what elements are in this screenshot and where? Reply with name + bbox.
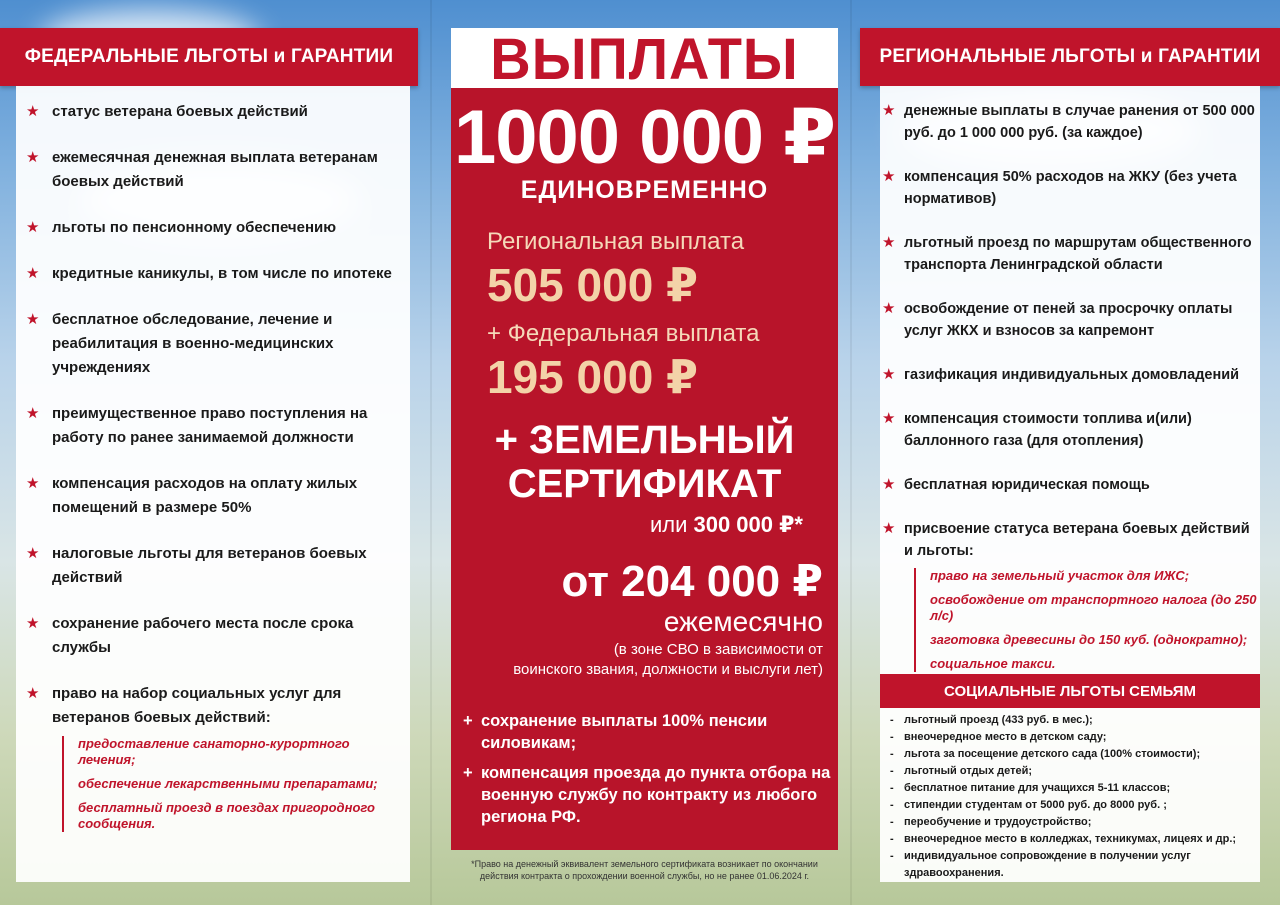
- benefit-text: бесплатная юридическая помощь: [904, 477, 1150, 493]
- star-icon: ★: [26, 265, 40, 282]
- benefit-text: компенсация 50% расходов на ЖКУ (без учета нормативов): [904, 169, 1237, 207]
- regional-benefits-list: [880, 86, 1260, 672]
- benefit-item: [880, 166, 1260, 210]
- monthly-amount: от 204 000 ₽: [561, 557, 823, 606]
- benefit-item: [880, 232, 1260, 276]
- federal-benefits-column: [0, 28, 418, 886]
- star-icon: ★: [26, 685, 40, 702]
- land-certificate: [451, 418, 838, 506]
- sub-item: заготовка древесины до 150 куб. (однократно);: [930, 632, 1248, 647]
- benefit-item: [16, 100, 410, 124]
- benefit-text: компенсация стоимости топлива и(или) баллонного газа (для отопления): [904, 411, 1192, 449]
- monthly-note-line-2: воинского звания, должности и выслуги лет): [513, 661, 823, 678]
- family-benefit-item: - переобучение и трудоустройство;: [890, 814, 1260, 831]
- benefit-item: [16, 308, 410, 380]
- sub-item: социальное такси.: [930, 656, 1056, 671]
- benefit-text: льготы по пенсионному обеспечению: [52, 219, 337, 236]
- star-icon: ★: [882, 410, 896, 427]
- sub-item: право на земельный участок для ИЖС;: [930, 568, 1190, 583]
- monthly-label: ежемесячно: [663, 606, 823, 637]
- monthly-note-line-1: (в зоне СВО в зависимости от: [613, 641, 823, 658]
- lump-sum-label: ЕДИНОВРЕМЕННО: [520, 176, 769, 204]
- land-alt-value: 300 000 ₽*: [693, 512, 803, 537]
- benefit-text: бесплатное обследование, лечение и реабилитация в военно-медицинских учреждениях: [52, 311, 334, 376]
- star-icon: ★: [26, 103, 40, 120]
- family-benefit-item: - льготный проезд (433 руб. в мес.);: [890, 712, 1260, 729]
- benefit-item: [880, 408, 1260, 452]
- star-icon: ★: [26, 219, 40, 236]
- benefit-item: [880, 474, 1260, 496]
- family-benefits-title: СОЦИАЛЬНЫЕ ЛЬГОТЫ СЕМЬЯМ: [880, 674, 1260, 708]
- federal-benefits-title: ФЕДЕРАЛЬНЫЕ ЛЬГОТЫ и ГАРАНТИИ: [0, 28, 418, 86]
- federal-payment-label: + Федеральная выплата: [487, 320, 760, 347]
- benefit-text: ежемесячная денежная выплата ветеранам боевых действий: [52, 149, 378, 190]
- veteran-status-sublist: [914, 568, 1260, 672]
- regional-benefits-column: [860, 28, 1280, 886]
- benefit-item: [16, 612, 410, 660]
- plus-icon: +: [463, 764, 473, 782]
- benefit-text: кредитные каникулы, в том числе по ипотеке: [52, 265, 392, 282]
- regional-payment-label: Региональная выплата: [487, 228, 745, 255]
- star-icon: ★: [882, 168, 896, 185]
- footnote-line-2: действия контракта о прохождении военной службы, но не ранее 01.06.2024 г.: [479, 871, 810, 881]
- sub-item: предоставление санаторно-курортного лечения;: [78, 736, 350, 767]
- family-benefit-item: - индивидуальное сопровождение в получении услуг здравоохранения.: [890, 848, 1260, 882]
- fold-line: [430, 0, 432, 905]
- family-benefits-list: [890, 712, 1260, 882]
- family-benefit-item: - льгота за посещение детского сада (100% стоимости);: [890, 746, 1260, 763]
- benefit-text: право на набор социальных услуг для ветеранов боевых действий:: [52, 685, 342, 726]
- sub-item: освобождение от транспортного налога (до 250 л/с): [930, 592, 1257, 623]
- benefit-item: [16, 542, 410, 590]
- regional-benefits-title: РЕГИОНАЛЬНЫЕ ЛЬГОТЫ и ГАРАНТИИ: [860, 28, 1280, 86]
- benefit-item: [16, 262, 410, 286]
- benefit-item: [880, 364, 1260, 386]
- footnote: [451, 858, 838, 882]
- land-certificate-alternative: [451, 512, 803, 538]
- sub-item: бесплатный проезд в поездах пригородного сообщения.: [78, 800, 375, 831]
- star-icon: ★: [26, 475, 40, 492]
- sub-item: обеспечение лекарственными препаратами;: [78, 776, 378, 791]
- footnote-line-1: *Право на денежный эквивалент земельного сертификата возникает по окончании: [471, 859, 818, 869]
- family-benefit-item: - внеочередное место в детском саду;: [890, 729, 1260, 746]
- benefit-item: [16, 146, 410, 194]
- star-icon: ★: [882, 520, 896, 537]
- benefit-item: [16, 472, 410, 520]
- benefit-item: [16, 682, 410, 832]
- benefit-item: [16, 216, 410, 240]
- land-alt-prefix: или: [649, 512, 694, 537]
- family-benefit-item: - внеочередное место в колледжах, техникумах, лицеях и др.;: [890, 831, 1260, 848]
- federal-benefits-panel: [16, 86, 410, 882]
- star-icon: ★: [882, 234, 896, 251]
- star-icon: ★: [882, 102, 896, 119]
- payments-title: ВЫПЛАТЫ: [490, 24, 799, 92]
- family-benefit-item: - бесплатное питание для учащихся 5-11 классов;: [890, 780, 1260, 797]
- land-certificate-line-1: + ЗЕМЕЛЬНЫЙ: [494, 418, 795, 462]
- benefit-text: налоговые льготы для ветеранов боевых действий: [52, 545, 367, 586]
- star-icon: ★: [882, 366, 896, 383]
- federal-benefits-list: [16, 86, 410, 832]
- land-certificate-line-2: СЕРТИФИКАТ: [507, 462, 782, 506]
- benefit-item: [880, 100, 1260, 144]
- family-benefit-item: - льготный отдых детей;: [890, 763, 1260, 780]
- star-icon: ★: [26, 615, 40, 632]
- star-icon: ★: [26, 405, 40, 422]
- benefit-text: освобождение от пеней за просрочку оплаты услуг ЖКХ и взносов за капремонт: [904, 301, 1233, 339]
- benefit-text: денежные выплаты в случае ранения от 500 000 руб. до 1 000 000 руб. (за каждое): [904, 103, 1255, 141]
- guarantee-text: компенсация проезда до пункта отбора на военную службу по контракту из любого региона РФ.: [481, 764, 831, 826]
- payments-panel: [451, 24, 838, 850]
- lump-sum-amount: 1000 000 ₽: [454, 95, 835, 180]
- federal-payment-value: 195 000 ₽: [487, 351, 699, 403]
- benefit-text: льготный проезд по маршрутам общественного транспорта Ленинградской области: [904, 235, 1252, 273]
- benefit-text: газификация индивидуальных домовладений: [904, 367, 1240, 383]
- additional-guarantees-list: [463, 710, 833, 836]
- benefit-text: присвоение статуса ветерана боевых действий и льготы:: [904, 521, 1250, 559]
- regional-payment-value: 505 000 ₽: [487, 259, 699, 311]
- benefit-item: [880, 298, 1260, 342]
- guarantee-item: [463, 710, 833, 754]
- benefit-text: статус ветерана боевых действий: [52, 103, 308, 120]
- star-icon: ★: [882, 300, 896, 317]
- star-icon: ★: [26, 311, 40, 328]
- payments-header: [451, 24, 838, 92]
- benefit-item: [16, 402, 410, 450]
- star-icon: ★: [882, 476, 896, 493]
- star-icon: ★: [26, 545, 40, 562]
- guarantee-text: сохранение выплаты 100% пенсии силовикам;: [481, 712, 768, 752]
- benefit-text: компенсация расходов на оплату жилых помещений в размере 50%: [52, 475, 358, 516]
- benefit-text: сохранение рабочего места после срока службы: [52, 615, 354, 656]
- benefit-item: [880, 518, 1260, 672]
- social-services-sublist: [62, 736, 410, 832]
- fold-line: [850, 0, 852, 905]
- monthly-note: [451, 640, 823, 680]
- plus-icon: +: [463, 712, 473, 730]
- guarantee-item: [463, 762, 833, 828]
- benefit-text: преимущественное право поступления на работу по ранее занимаемой должности: [52, 405, 368, 446]
- star-icon: ★: [26, 149, 40, 166]
- family-benefit-item: - стипендии студентам от 5000 руб. до 8000 руб. ;: [890, 797, 1260, 814]
